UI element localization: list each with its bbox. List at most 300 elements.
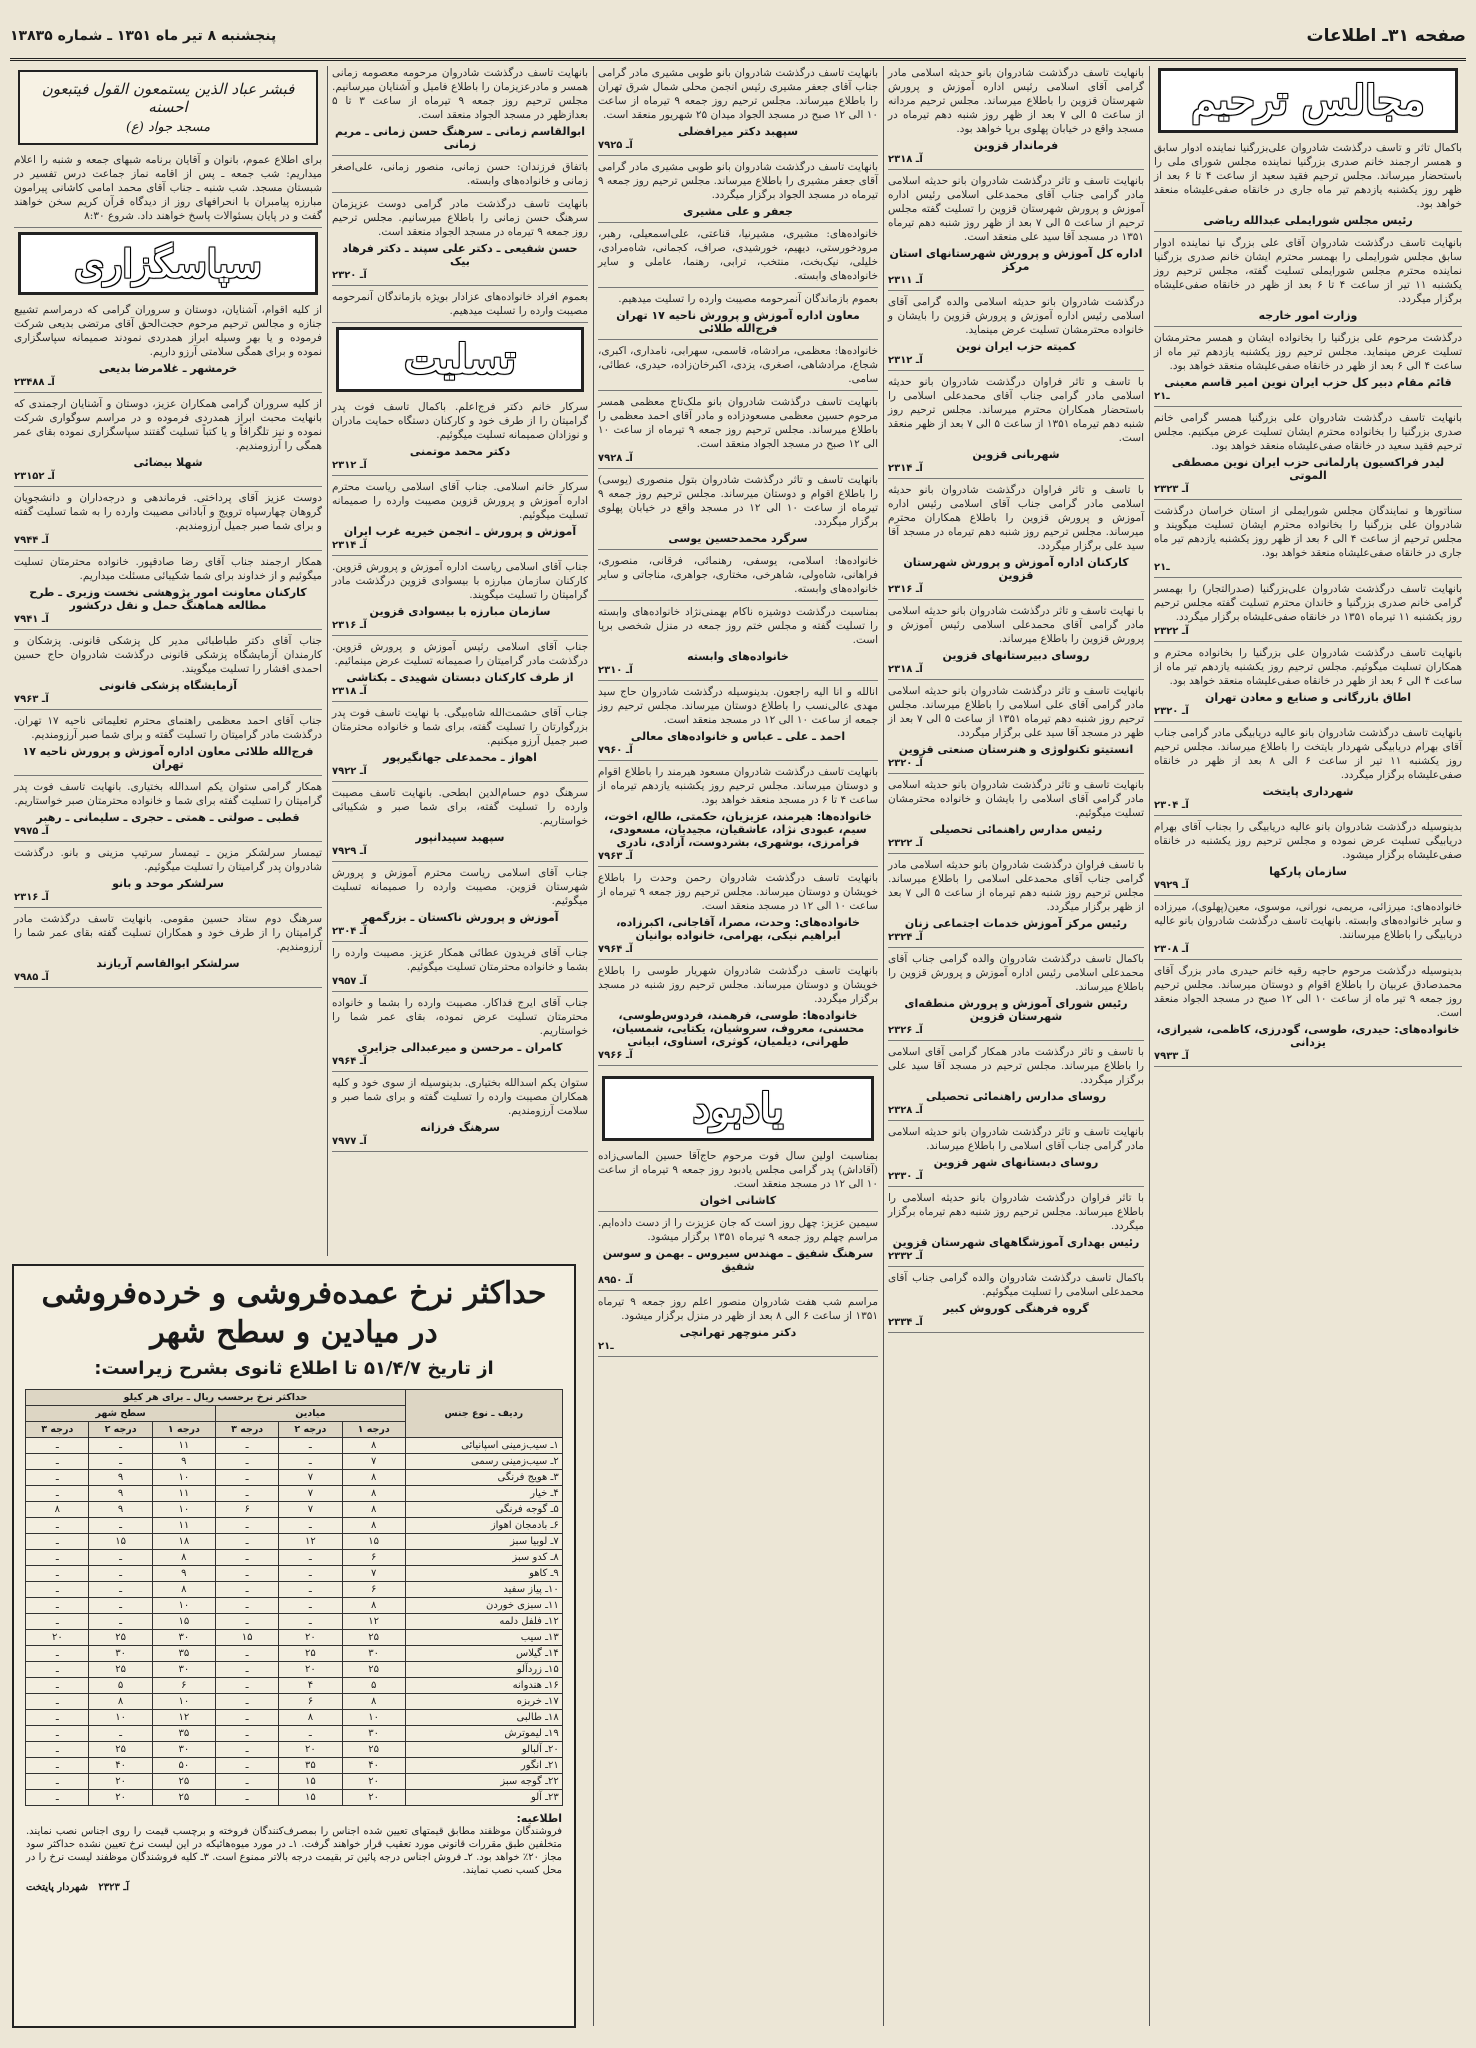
notice-text: جناب آقای حشمت‌الله شاه‌بیگی. با نهایت تاسف فوت پدر بزرگوارتان را تسلیت گفته، برای شما و خانواده محترمتان صبر جمیل آرزو میکنیم. <box>332 707 588 747</box>
price-cell: ـ <box>279 1550 342 1566</box>
notice-list <box>1152 141 1464 1067</box>
notice-code: آـ ۸۹۵۰ <box>598 1275 633 1286</box>
notice-text: جناب آقای اسلامی ریاست اداره آموزش و پرورش قزوین. کارکنان سازمان مبارزه با بیسوادی قزوین درگذشت مادر گرامیتان را تسلیت میگویند. <box>332 561 588 601</box>
table-row <box>26 1774 563 1790</box>
price-cell: ـ <box>26 1758 89 1774</box>
item-name: ۱۱ـ سبزی خوردن <box>405 1598 562 1614</box>
column-5 <box>12 66 324 1246</box>
price-cell: ـ <box>26 1742 89 1758</box>
grade-header: درجه ۳ <box>26 1422 89 1438</box>
notice <box>332 640 588 702</box>
notice <box>888 375 1144 479</box>
notice-list <box>330 400 590 1152</box>
column-rule <box>883 66 884 2026</box>
notice-list <box>330 66 590 323</box>
notice-text: با تاثر فراوان درگذشت شادروان بانو حدیثه اسلامی را باطلاع میرساند. مجلس ترحیم روز شنبه دهم تیرماه برگزار میگردد. <box>888 1192 1144 1232</box>
notice-code: آـ ۷۹۲۹ <box>332 846 367 857</box>
notice-text: جناب آقای اسلامی ریاست محترم آموزش و پرورش شهرستان قزوین. مصیبت وارده را صمیمانه تسلیت میگوئیم. <box>332 867 588 907</box>
price-cell: ـ <box>216 1774 279 1790</box>
notice-signature: کارکنان اداره آموزش و پرورش شهرستان قزوین <box>903 556 1129 582</box>
price-cell: ۷ <box>342 1566 405 1582</box>
price-cell: ۳۰ <box>152 1630 215 1646</box>
price-cell: ـ <box>26 1662 89 1678</box>
price-subtitle: در میادین و سطح شهر <box>150 1315 438 1350</box>
price-cell: ۱۸ <box>152 1534 215 1550</box>
price-cell: ۸ <box>342 1486 405 1502</box>
notice-signature: سپهبد سپیدانپور <box>415 831 505 844</box>
notice <box>888 604 1144 680</box>
price-cell: ۹ <box>89 1486 152 1502</box>
price-cell: ۱۵ <box>216 1630 279 1646</box>
notes-title: اطلاعیه: <box>516 1812 562 1825</box>
notice-list <box>886 66 1146 1333</box>
notice-code: آـ ۲۳۲۴ <box>888 932 923 943</box>
price-cell: ۲۵ <box>152 1790 215 1806</box>
price-cell: ۸ <box>342 1438 405 1454</box>
price-table <box>25 1389 563 1806</box>
notice-text: بمناسبت درگذشت دوشیزه ناکام بهمنی‌نژاد خانواده‌های وابسته را تسلیت گفته و مجلس ختم روز جمعه در منزل شخصی برپا است. <box>598 606 878 646</box>
notice-signature: سرلشکر موحد و بانو <box>112 877 224 890</box>
price-cell: ـ <box>26 1486 89 1502</box>
price-cell: ـ <box>26 1774 89 1790</box>
table-row <box>26 1646 563 1662</box>
price-cell: ـ <box>279 1454 342 1470</box>
notice-signature: آموزش و پرورش ناکستان ـ بزرگمهر <box>361 911 559 924</box>
notice <box>598 685 878 761</box>
price-cell: ـ <box>89 1726 152 1742</box>
notice <box>888 295 1144 371</box>
notice-code: آـ ۲۳۲۰ <box>888 758 923 769</box>
item-name: ۸ـ کدو سبز <box>405 1550 562 1566</box>
price-cell: ۱۰ <box>152 1502 215 1518</box>
notice <box>1154 331 1462 407</box>
column-2 <box>886 66 1146 2026</box>
notice-text: جناب آقای ایرج فداکار. مصیبت وارده را بشما و خانواده محترمتان تسلیت عرض نموده، بقای عمر شما را خواستاریم. <box>332 997 588 1037</box>
notice <box>14 634 322 710</box>
notice-code: آـ ۲۳۰۸ <box>1154 944 1189 955</box>
price-cell: ۱۰ <box>152 1694 215 1710</box>
item-name: ۲۱ـ انگور <box>405 1758 562 1774</box>
notice-text: باتفاق فرزندان: حسن زمانی، منصور زمانی، علی‌اصغر زمانی و خانواده‌های وابسته. <box>332 161 588 187</box>
notice-text: برای اطلاع عموم، بانوان و آقایان برنامه شبهای جمعه و شنبه را اعلام میداریم: شب جمعه ـ پس از اقامه نماز جماعت درس تفسیر در شبستان مسجد. شب شنبه ـ جناب آقای محمد امامی کاشانی پیرامون مبارزه پیامبران با انحرافهای روز از دیدگاه قرآن کریم سخن خواهند گفت و در پایان بسئوالات پاسخ خواهند داد. شروع ۸:۳۰ <box>14 154 322 222</box>
notice-text: از کلیه اقوام، آشنایان، دوستان و سروران گرامی که درمراسم تشییع جنازه و مجالس ترحیم مرحوم حجت‌الحق آقای مرتضی بدیعی شرکت فرموده و یا بهر وسیله ابراز همدردی نمودند صمیمانه سپاسگزاری نموده و برای همگی سلامتی آرزو داریم. <box>14 304 322 358</box>
notice <box>888 1125 1144 1187</box>
notice-signature: فرماندار قزوین <box>973 139 1059 152</box>
table-row <box>26 1518 563 1534</box>
price-cell: ۲۵ <box>342 1662 405 1678</box>
notice-text: ستوان یکم اسدالله بختیاری. بدینوسیله از سوی خود و کلیه همکاران مصیبت وارده را تسلیت گفته و برای شما صبر و سلامت آرزومندیم. <box>332 1077 588 1117</box>
item-name: ۲۰ـ آلبالو <box>405 1742 562 1758</box>
notice-text: بانهایت تاسف درگذشت شادروان مرحومه معصومه زمانی همسر و مادرعزیزمان را باطلاع فامیل و آشنایان میرسانیم. مجلس ترحیم روز جمعه ۹ تیرماه از ساعت ۳ تا ۵ بعدازظهر در مسجد الجواد منعقد است. <box>332 67 589 121</box>
notice <box>598 395 878 469</box>
price-cell: ـ <box>216 1758 279 1774</box>
price-cell: ۷ <box>342 1454 405 1470</box>
table-row <box>26 1486 563 1502</box>
notice <box>598 871 878 960</box>
price-cell: ۱۵ <box>279 1790 342 1806</box>
price-cell: ـ <box>216 1454 279 1470</box>
notice-code: آـ ۲۳۱۱ <box>888 275 923 286</box>
notice-signature: خانواده‌های: حیدری، طوسی، گودرزی، کاظمی، شیرازی، یزدانی <box>1156 1023 1460 1049</box>
notice-text: دوست عزیز آقای پرداختی. فرماندهی و درجه‌داران و دانشجویان گروهان چهارسپاه ترویج و آبادانی مصیبت وارده را به شما تسلیت گفته و برای شما صبر جمیل آرزومندیم. <box>14 492 322 532</box>
notice-code: آـ ۷۹۳۳ <box>1154 1051 1189 1062</box>
notice <box>332 560 588 636</box>
notice <box>598 292 878 340</box>
notice <box>332 400 588 476</box>
notice-list <box>12 153 324 228</box>
notice-text: بانهایت تاسف و تاثر درگذشت شادروان بانو حدیثه اسلامی مادر گرامی جناب آقای محمدعلی اسلامی رئیس اداره آموزش و پرورش شهرستان قزوین را تسلیت گفته مجلس ترحیم از ساعت ۵ الی ۷ بعد از ظهر روز شنبه دهم تیرماه ۱۳۵۱ در مسجد آقا سید علی منعقد است. <box>888 175 1145 243</box>
price-cell: ۲۰ <box>279 1662 342 1678</box>
price-cell: ـ <box>26 1694 89 1710</box>
notice-signature: اداره کل آموزش و پرورش شهرستانهای استان مرکز <box>889 247 1143 273</box>
notice-text: بانهایت تاسف و تاثر درگذشت شادروان بتول منصوری (یوسی) را باطلاع اقوام و دوستان میرساند. مجلس ترحیم روز جمعه ۹ تیرماه از ساعت ۱۰ الی ۱۲ در مسجد واقع در خیابان پهلوی برگزار میگردد. <box>598 474 878 528</box>
notice <box>888 66 1144 170</box>
notice <box>1154 236 1462 327</box>
price-cell: ۸ <box>342 1518 405 1534</box>
notice-signature: خرمشهر ـ غلامرضا بدیعی <box>98 362 238 375</box>
price-cell: ـ <box>89 1582 152 1598</box>
notice-signature: اهواز ـ محمدعلی جهانگیرپور <box>383 751 537 764</box>
column-4 <box>330 66 590 1147</box>
price-cell: ـ <box>89 1518 152 1534</box>
table-row <box>26 1502 563 1518</box>
notice-signature: جعفر و علی مشیری <box>683 205 793 218</box>
table-row <box>26 1742 563 1758</box>
table-row <box>26 1582 563 1598</box>
price-cell: ـ <box>216 1790 279 1806</box>
table-row <box>26 1454 563 1470</box>
price-cell: ۱۵ <box>279 1774 342 1790</box>
notice <box>598 605 878 681</box>
price-cell: ۷ <box>279 1470 342 1486</box>
notice-text: سرکار خانم اسلامی. جناب آقای اسلامی ریاست محترم اداره آموزش و پرورش قزوین مصیبت وارده را صمیمانه تسلیت میگوئیم. <box>332 481 588 521</box>
notice <box>1154 141 1462 232</box>
price-cell: ـ <box>279 1726 342 1742</box>
price-cell: ـ <box>26 1790 89 1806</box>
notice-signature: رئیس مدارس راهنمائی تحصیلی <box>929 823 1103 836</box>
table-row <box>26 1694 563 1710</box>
price-cell: ـ <box>279 1598 342 1614</box>
grade-header: درجه ۳ <box>216 1422 279 1438</box>
section-title-majales: مجالس ترحیم <box>1158 68 1458 133</box>
notice <box>888 952 1144 1041</box>
price-cell: ـ <box>89 1566 152 1582</box>
price-cell: ـ <box>26 1534 89 1550</box>
notice-signature: اطاق بازرگانی و صنایع و معادن تهران <box>1205 691 1411 704</box>
notice-signature: انستیتو تکنولوژی و هنرستان صنعتی قزوین <box>898 743 1134 756</box>
notice-text: بانهایت تاسف درگذشت شادروان رحمن وحدت را باطلاع خویشان و دوستان میرساند. مجلس ترحیم روز جمعه ۹ تیرماه از ساعت ۱۰ الی ۱۲ در مسجد منعقد است. <box>598 872 879 912</box>
notice-signature: دکتر محمد موتمنی <box>409 445 511 458</box>
table-row <box>26 1630 563 1646</box>
notice-text: بانهایت تاسف و تاثر درگذشت شادروان بانو حدیثه اسلامی مادر گرامی جناب آقای اسلامی را باطلاع میرساند. <box>888 1126 1144 1152</box>
notice <box>598 66 878 156</box>
table-row <box>26 1662 563 1678</box>
notice-text: بانهایت تاسف درگذشت شادروان شهریار طوسی را باطلاع خویشان و دوستان میرساند. مجلس ترحیم روز شنبه در مسجد برگزار میگردد. <box>598 965 878 1005</box>
notice-text: بدینوسیله درگذشت مرحوم حاجیه رقیه خانم حیدری مادر بزرگ آقای محمدصادق عربیان را باطلاع اقوام و دوستان میرساند. مجلس ترحیم روز جمعه ۹ تیر ماه از ساعت ۱۰ الی ۱۲ صبح در مسجد الجواد منعقد است. <box>1154 965 1462 1019</box>
price-cell: ـ <box>216 1678 279 1694</box>
item-name: ۷ـ لوبیا سبز <box>405 1534 562 1550</box>
notice-signature: آزمایشگاه پزشکی قانونی <box>99 679 237 692</box>
col-sath-header: سطح شهر <box>26 1406 216 1422</box>
price-cell: ۶ <box>216 1502 279 1518</box>
price-cell: ـ <box>26 1470 89 1486</box>
item-name: ۳ـ هویج فرنگی <box>405 1470 562 1486</box>
notes-signer: آـ ۲۳۲۳ شهردار پایتخت <box>26 1882 130 1893</box>
notice-signature: شهرداری پایتخت <box>1262 785 1354 798</box>
notice-text: بانهایت تاسف درگذشت شادروان بانو طوبی مشیری مادر گرامی آقای جعفر مشیری را باطلاع میرساند. مجلس ترحیم روز جمعه ۹ تیرماه در مسجد الجواد برگزار میگردد. <box>598 161 878 201</box>
notice-code: آـ ۲۳۲۰ <box>1154 706 1189 717</box>
notice-code: ۲ـ۱ <box>1154 391 1170 402</box>
notice-text: بانهایت تاسف درگذشت مادر گرامی دوست عزیزمان سرهنگ حسن زمانی را باطلاع میرسانیم. مجلس ترحیم روز جمعه ۹ تیرماه در مسجد الجواد منعقد است. <box>332 198 588 238</box>
price-cell: ۱۱ <box>152 1486 215 1502</box>
item-name: ۱۹ـ لیموترش <box>405 1726 562 1742</box>
notice-text: همکار ارجمند جناب آقای رضا صادقپور. خانواده محترمتان تسلیت میگوئیم و از خداوند برای شما شکیبائی مسئلت میداریم. <box>14 556 322 582</box>
notice-signature: ابوالقاسم زمانی ـ سرهنگ حسن زمانی ـ مریم زمانی <box>334 125 586 151</box>
notice-signature: سرهنگ شفیق ـ مهندس سیروس ـ بهمن و سوسن شفیق <box>602 1247 874 1273</box>
item-name: ۱۲ـ فلفل دلمه <box>405 1614 562 1630</box>
price-cell: ۸ <box>26 1502 89 1518</box>
price-cell: ـ <box>26 1566 89 1582</box>
price-cell: ۱۵ <box>89 1534 152 1550</box>
notice <box>888 174 1144 291</box>
price-cell: ۲۰ <box>89 1790 152 1806</box>
item-name: ۱۳ـ سیب <box>405 1630 562 1646</box>
notice <box>332 996 588 1072</box>
section-title-sepasgozari: سپاسگزاری <box>18 232 318 295</box>
item-name: ۶ـ بادمجان اهواز <box>405 1518 562 1534</box>
notice-text: جناب آقای فریدون عطائی همکار عزیز. مصیبت وارده را بشما و خانواده محترمتان تسلیت میگوئیم. <box>332 947 588 973</box>
section-title-taslit: تسلیت <box>336 327 584 392</box>
notice-text: بانهایت تاسف درگذشت شادروان بانو عالیه دریابیگی مادر گرامی جناب آقای بهرام دریابیگی شهردار بایتخت را باطلاع میرساند. مجلس ترحیم روز یکشنبه ۱۱ تیر از ساعت ۶ الی ۸ بعد از ظهر در خانقاه صفی‌علیشاه برگزار میگردد. <box>1154 727 1463 781</box>
column-rule <box>327 66 328 1256</box>
notice-signature: شهربانی قزوین <box>972 448 1060 461</box>
price-cell: ۶ <box>342 1550 405 1566</box>
grade-header: درجه ۲ <box>279 1422 342 1438</box>
column-rule <box>593 66 594 2026</box>
notice <box>888 483 1144 600</box>
price-cell: ۲۵ <box>89 1630 152 1646</box>
price-notes <box>26 1812 562 1894</box>
notice-text: بانهایت تاسف درگذشت شادروان علی‌بزرگنیا (صدرالتجار) را بهمسر گرامی خانم صدری بزرگنیا و خاندان محترم تسلیت گفته مجلس ترحیم روز یکشنبه ۱۱ تیرماه ۱۳۵۱ در خانقاه صفی‌علیشاه برگزار میگردد. <box>1154 583 1462 623</box>
price-cell: ۱۰ <box>342 1710 405 1726</box>
price-cell: ۷ <box>279 1502 342 1518</box>
notice-signature: خانواده‌های وابسته <box>687 650 789 663</box>
price-cell: ۲۰ <box>342 1790 405 1806</box>
notice <box>332 866 588 942</box>
price-cell: ۲۵ <box>89 1662 152 1678</box>
notice-text: بانهایت تاسف درگذشت شادروان علی بزرگنیا همسر گرامی خانم صدری بزرگنیا را بخانواده محترم ایشان تسلیت عرض میکنیم. مجلس ترحیم فقید سعید در خانقاه صفی‌علیشاه منعقد خواهد بود. <box>1154 412 1462 452</box>
grade-header: درجه ۱ <box>152 1422 215 1438</box>
column-rule <box>1149 66 1150 2026</box>
notice-code: آـ ۷۹۶۳ <box>598 851 633 862</box>
notice-code: آـ ۲۳۰۴ <box>1154 800 1189 811</box>
notice-code: آـ ۲۳۲۶ <box>888 1025 923 1036</box>
price-cell: ۱۲ <box>152 1710 215 1726</box>
notice-text: تیمسار سرلشکر مزین ـ تیمسار سرتیپ مزینی و بانو. درگذشت شادروان پدر گرامیتان را تسلیت میگوئیم. <box>14 847 322 873</box>
notes-body: فروشندگان موظفند مطابق قیمتهای تعیین شده اجناس را بمصرف‌کنندگان فروخته و برچسب قیمت را روی اجناس نصب نمایند. متخلفین طبق مقررات قانونی مورد تعقیب قرار خواهند گرفت. ۱ـ در مورد میوه‌هائیکه در این لیست نرخ تعیین نشده حداکثر سود مجاز ۲۰٪ خواهد بود. ۲ـ فروش اجناس درجه پائین تر بقیمت درجه بالاتر ممنوع است. ۳ـ کلیه فروشندگان موظفند لیست نرخ را در محل کسب نصب نمایند. <box>26 1826 563 1876</box>
notice-signature: سپهبد دکتر میرافضلی <box>677 125 799 138</box>
notice <box>598 227 878 288</box>
grade-header: درجه ۱ <box>342 1422 405 1438</box>
calligraphy-verse: فبشر عباد الذین یستمعون القول فیتبعون احسنه <box>41 80 295 116</box>
notice-signature: رئیس شورای آموزش و پرورش منطقه‌ای شهرستان قزوین <box>904 997 1128 1023</box>
issue-date: پنجشنبه ۸ تیر ماه ۱۳۵۱ ـ شماره ۱۳۸۳۵ <box>10 28 277 44</box>
price-cell: ـ <box>216 1518 279 1534</box>
price-table-box <box>12 1264 576 2028</box>
notice <box>332 160 588 193</box>
item-name: ۱۰ـ پیاز سفید <box>405 1582 562 1598</box>
notice-code: آـ ۲۳۳۲ <box>888 1251 923 1262</box>
price-cell: ۱۲ <box>342 1614 405 1630</box>
table-row <box>26 1758 563 1774</box>
table-row <box>26 1678 563 1694</box>
notice <box>888 684 1144 774</box>
section-title-yadbud: یادبود <box>602 1076 874 1141</box>
notice-text: بانهایت تاسف درگذشت شادروان علی بزرگنیا را بخانواده محترم و همکاران تسلیت میگوئیم. مجلس ترحیم روز یکشنبه یازدهم تیر ماه از ساعت ۴ الی ۶ بعد از ظهر در خانقاه صفی‌علیشاه منعقد خواهد بود. <box>1154 647 1462 687</box>
notice-signature: سرگرد محمدحسین یوسی <box>668 532 808 545</box>
notice-code: آـ ۷۹۶۳ <box>14 694 49 705</box>
notice-signature: احمد ـ علی ـ عباس و خانواده‌های معالی <box>630 730 846 743</box>
notice-text: سیمین عزیز: چهل روز است که جان عزیزت را از دست داده‌ایم. مراسم چهلم روز جمعه ۹ تیرماه ۱۳۵۱ برگزار میشود. <box>598 1217 878 1243</box>
notice <box>598 473 878 550</box>
notice-code: آـ ۲۳۱۴ <box>888 463 923 474</box>
price-cell: ۷ <box>279 1486 342 1502</box>
item-name: ۵ـ گوجه فرنگی <box>405 1502 562 1518</box>
price-cell: ـ <box>216 1486 279 1502</box>
price-cell: ۹ <box>152 1566 215 1582</box>
notice-code: آـ ۲۳۲۸ <box>888 1105 923 1116</box>
price-cell: ۲۵ <box>342 1742 405 1758</box>
price-cell: ۸ <box>342 1598 405 1614</box>
notice-text: بانهایت تاسف درگذشت شادروان بانو ملک‌تاج معظمی همسر مرحوم حسین معظمی مسعودزاده و مادر آقای احمد معظمی را باطلاع میرساند. مجلس ترحیم روز جمعه ۹ تیرماه از ساعت ۱۰ الی ۱۲ صبح در مسجد الجواد منعقد است. <box>598 396 878 450</box>
notice-code: آـ ۲۳۱۶ <box>888 584 923 595</box>
price-cell: ـ <box>216 1742 279 1758</box>
notice-code: آـ ۲۳۱۶ <box>332 620 367 631</box>
notice-signature: وزارت امور خارجه <box>1258 309 1358 322</box>
notice <box>1154 582 1462 642</box>
price-cell: ـ <box>216 1710 279 1726</box>
price-cell: ۵ <box>89 1678 152 1694</box>
notice <box>1154 411 1462 500</box>
notice-text: بانهایت تاسف درگذشت شادروان مسعود هیرمند را باطلاع اقوام و دوستان میرساند. مجلس ترحیم روز یکشنبه یازدهم تیرماه از ساعت ۴ تا ۶ در مسجد منعقد خواهد بود. <box>598 766 878 806</box>
notice-signature: گروه فرهنگی کوروش کبیر <box>943 1302 1089 1315</box>
notice-text: بانهایت تاسف درگذشت شادروان بانو طوبی مشیری مادر گرامی جناب آقای جعفر مشیری رئیس انجمن محلی شمال شرق تهران را باطلاع میرساند. مجلس ترحیم روز جمعه ۹ تیرماه از ساعت ۱۰ الی ۱۲ صبح در مسجد الجواد میدان ۲۵ شهریور منعقد است. <box>598 67 878 121</box>
table-row <box>26 1598 563 1614</box>
item-name: ۲۲ـ گوجه سبز <box>405 1774 562 1790</box>
price-cell: ۲۵ <box>279 1646 342 1662</box>
price-cell: ۹ <box>89 1470 152 1486</box>
column-1 <box>1152 66 1464 2026</box>
notice-text: درگذشت شادروان بانو حدیثه اسلامی والده گرامی آقای اسلامی رئیس اداره آموزش و پرورش قزوین را بایشان و خانواده محترمشان تسلیت عرض مینماید. <box>888 296 1144 336</box>
price-cell: ۵ <box>342 1678 405 1694</box>
notice <box>1154 504 1462 578</box>
price-cell: ـ <box>216 1614 279 1630</box>
notice <box>1154 900 1462 960</box>
notice <box>14 912 322 988</box>
price-cell: ـ <box>89 1550 152 1566</box>
notice-code: آـ ۷۹۸۵ <box>14 972 49 983</box>
notice-text: از کلیه سروران گرامی همکاران عزیز، دوستان و آشنایان ارجمندی که بانهایت محبت ابراز همدردی فرموده و در مراسم سوگواری شرکت نموده و نیز تلگرافاً و یا کتباً تسلیت گفتند سپاسگزاری نموده بقای عمر همگی را آرزومندیم. <box>14 398 322 452</box>
notice-code: آـ ۷۹۶۶ <box>598 1050 633 1061</box>
notice-text: سرکار خانم دکتر فرج‌اعلم. باکمال تاسف فوت پدر گرامیتان را از طرف خود و کارکنان دستگاه حمایت مادران و نوزادان صمیمانه تسلیت میگوئیم. <box>332 401 588 441</box>
price-cell: ـ <box>26 1710 89 1726</box>
notice-list <box>596 1149 880 1357</box>
notice-text: سناتورها و نمایندگان مجلس شورایملی از استان خراسان درگذشت شادروان علی بزرگنیا را بخانواده محترم ایشان تسلیت میگویند و مجلس ترحیم از ساعت ۴ الی ۶ بعد از ظهر روز یکشنبه یازدهم تیر ماه جاری در خانقاه صفی‌علیشاه منعقد خواهد بود. <box>1154 505 1462 559</box>
notice-code: آـ ۲۳۱۴ <box>332 540 367 551</box>
price-cell: ۶ <box>342 1582 405 1598</box>
notice-signature: کارکنان معاونت امور پژوهشی نخست وزیری ـ طرح مطالعه هماهنگ حمل و نقل درکشور <box>29 586 307 612</box>
notice-text: خانواده‌ها: معظمی، مرادشاه، قاسمی، سهرابی، نامداری، اکبری، شجاع، مرادشاهی، اصغری، یزدی، اکبرخان‌زاده، حیدری، عطائی، سامی. <box>598 345 878 385</box>
notice <box>598 160 878 223</box>
notice-code: آـ ۲۳۳۰ <box>888 1171 923 1182</box>
notice-code: آـ ۷۹۲۸ <box>598 453 633 464</box>
notice-signature: خانواده‌ها: هیرمند، عزیزیان، حکمتی، طالع، اخوت، سیم، عبودی نژاد، عاشقیان، مجیدیان، مسعودی، فرامرزی، بوشهری، بشردوست، آزادی، نادری <box>604 810 872 849</box>
notice <box>1154 964 1462 1067</box>
table-row <box>26 1710 563 1726</box>
col-maydan-header: میادین <box>216 1406 406 1422</box>
notice-signature: قطبی ـ صولتی ـ همتی ـ حجری ـ سلیمانی ـ رهبر <box>36 811 300 824</box>
grade-header: درجه ۲ <box>89 1422 152 1438</box>
price-cell: ـ <box>89 1438 152 1454</box>
notice-signature: رئیس بهداری آموزشگاههای شهرستان قزوین <box>892 1236 1140 1249</box>
notice-text: بعموم بازماندگان آنمرحومه مصیبت وارده را تسلیت میدهیم. <box>618 293 878 305</box>
notice-code: آـ ۲۳۱۸ <box>888 664 923 675</box>
price-date-line: از تاریخ ۵۱/۴/۷ تا اطلاع ثانوی بشرح زیراست: <box>94 1358 494 1379</box>
price-cell: ـ <box>216 1550 279 1566</box>
notice-signature: از طرف کارکنان دبستان شهیدی ـ بکتاشی <box>346 671 574 684</box>
price-cell: ۱۱ <box>152 1438 215 1454</box>
notice-signature: حسن شفیعی ـ دکتر علی سپند ـ دکتر فرهاد بیک <box>342 242 578 268</box>
notice-signature: کامران ـ مرحسن و میرعبدالی جزایری <box>357 1041 563 1054</box>
notice-signature: کاشانی اخوان <box>699 1194 777 1207</box>
price-cell: ۲۰ <box>279 1742 342 1758</box>
notice <box>598 765 878 867</box>
column-3 <box>596 66 880 1826</box>
notice-text: با نهایت تاسف و تاثر درگذشت شادروان بانو حدیثه اسلامی مادر گرامی آقای محمدعلی اسلامی رئیس آموزش و پرورش قزوین را باطلاع میرساند. <box>888 605 1144 645</box>
price-cell: ۳۵ <box>279 1758 342 1774</box>
notice-list <box>12 303 324 988</box>
price-cell: ـ <box>279 1438 342 1454</box>
notice-code: آـ ۷۹۵۷ <box>332 976 367 987</box>
price-cell: ـ <box>216 1534 279 1550</box>
price-cell: ۲۰ <box>26 1630 89 1646</box>
price-cell: ۱۰ <box>152 1598 215 1614</box>
notice-signature: کمیته حزب ایران نوین <box>956 340 1076 353</box>
notice-code: آـ ۷۹۴۱ <box>14 614 49 625</box>
notice-text: با تاسف و تاثر درگذشت مادر همکار گرامی آقای اسلامی را باطلاع میرساند. مجلس ترحیم در مسجد آقا سید علی برگزار میگردد. <box>888 1046 1144 1086</box>
price-cell: ۸ <box>279 1710 342 1726</box>
notice-code: آـ ۷۹۷۵ <box>14 826 49 837</box>
price-cell: ۶ <box>152 1678 215 1694</box>
notice <box>598 1149 878 1212</box>
notice-text: مراسم شب هفت شادروان منصور اعلم روز جمعه ۹ تیرماه ۱۳۵۱ از ساعت ۶ الی ۸ بعد از ظهر در منزل برگزار میشود. <box>598 1296 878 1322</box>
notice <box>1154 646 1462 722</box>
notice-code: آـ ۲۳۰۴ <box>332 926 367 937</box>
notice <box>14 714 322 776</box>
notice <box>598 964 878 1066</box>
price-cell: ۲۰ <box>342 1774 405 1790</box>
notice-code: آـ ۷۹۴۴ <box>14 535 49 546</box>
notice-signature: روسای دبستانهای شهر قزوین <box>933 1156 1099 1169</box>
notice-text: بانهایت تاسف و تاثر درگذشت شادروان بانو حدیثه اسلامی مادر گرامی آقای اسلامی را بایشان و خانواده محترمشان تسلیت میگوئیم. <box>888 779 1144 819</box>
price-cell: ـ <box>26 1726 89 1742</box>
table-row <box>26 1470 563 1486</box>
item-name: ۱۴ـ گیلاس <box>405 1646 562 1662</box>
notice-code: آـ ۲۳۱۲ <box>888 355 923 366</box>
price-cell: ـ <box>89 1598 152 1614</box>
notice-text: باکمال تاسف درگذشت شادروان والده گرامی جناب آقای محمدعلی اسلامی رئیس اداره آموزش و پرورش قزوین را باطلاع میرساند. <box>888 953 1144 993</box>
notice <box>1154 726 1462 816</box>
